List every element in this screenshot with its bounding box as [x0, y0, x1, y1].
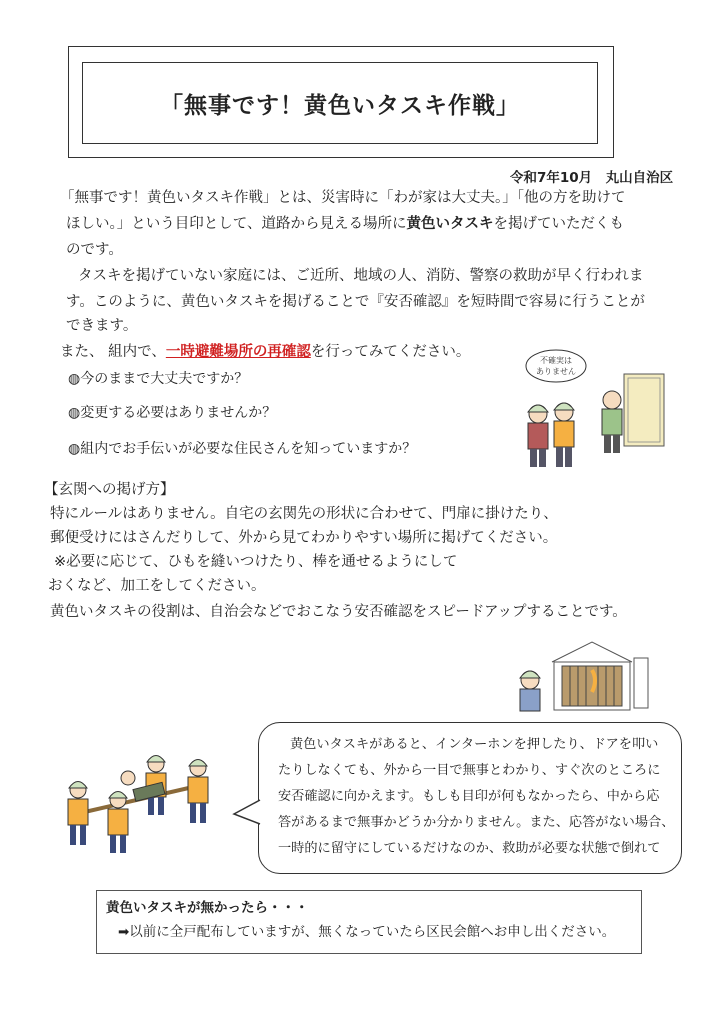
section-line-5: 黄色いタスキの役割は、自治会などでおこなう安否確認をスピードアップすることです。	[50, 604, 627, 620]
speech-line-5: 一時的に留守にしているだけなのか、救助が必要な状態で倒れて	[278, 841, 661, 856]
door-shape	[624, 374, 664, 446]
rescue-illustration	[56, 744, 232, 856]
question-1: ◍今のままで大丈夫ですか？	[68, 371, 249, 387]
intro-line-1: 「無事です！黄色いタスキ作戦」とは、災害時に「わが家は大丈夫。」「他の方を助けて	[60, 190, 626, 206]
intro-line-3: のです。	[66, 242, 123, 258]
intro-line-6: できます。	[66, 318, 138, 334]
illustration-bubble-text-1: 不確実は	[540, 356, 572, 365]
rescuer-1	[68, 782, 88, 846]
gate-illustration	[512, 636, 672, 714]
illustration-bubble-text-2: ありません	[536, 367, 576, 376]
section-line-4: おくなど、加工をしてください。	[48, 578, 266, 594]
rescuer-2	[108, 792, 128, 854]
illustration-speech-bubble	[526, 350, 586, 382]
date-organization: 令和7年10月 丸山自治区	[510, 170, 674, 186]
rescuer-4	[188, 760, 208, 824]
section-heading: 【玄関への掲げ方】	[44, 482, 175, 498]
intro-line-5: す。このように、黄色いタスキを掲げることで『安否確認』を短時間で容易に行うことが	[66, 294, 645, 310]
speech-line-3: 安否確認に向かえます。もしも目印が何もなかったら、中から応	[278, 789, 660, 804]
section-line-1: 特にルールはありません。自宅の玄関先の形状に合わせて、門扉に掛けたり、	[50, 506, 558, 522]
page-title: 「無事です！黄色いタスキ作戦」	[160, 92, 520, 119]
section-line-2: 郵便受けにはさんだりして、外から見てわかりやすい場所に掲げてください。	[50, 530, 558, 546]
highlight-yellow-tasuki: 黄色いタスキ	[406, 216, 494, 232]
question-3: ◍組内でお手伝いが必要な住民さんを知っていますか？	[68, 441, 417, 457]
speech-line-4: 答があるまで無事かどうか分かりません。また、応答がない場合、	[278, 815, 675, 830]
speech-line-2: たりしなくても、外から一目で無事とわかり、すぐ次のところに	[278, 763, 661, 778]
intro-line-2: ほしい。」という目印として、道路から見える場所に黄色いタスキを掲げていただくも	[66, 216, 624, 232]
notice-body: ➡以前に全戸配布していますが、無くなっていたら区民会館へお申し出ください。	[118, 924, 616, 940]
section-line-3: ※必要に応じて、ひもを縫いつけたり、棒を通せるようにして	[54, 554, 458, 570]
speech-bubble-tail	[232, 798, 262, 828]
visit-illustration	[516, 346, 676, 472]
speech-line-1: 黄色いタスキがあると、インターホンを押したり、ドアを叩い	[290, 737, 659, 752]
highlight-evacuation-recheck: 一時避難場所の再確認	[165, 344, 311, 360]
notice-heading: 黄色いタスキが無かったら・・・	[106, 900, 309, 916]
intro-line-4: タスキを掲げていない家庭には、ご近所、地域の人、消防、警察の救助が早く行われま	[78, 268, 644, 284]
question-2: ◍変更する必要はありませんか？	[68, 405, 277, 421]
intro-line-7: また、 組内で、一時避難場所の再確認を行ってみてください。	[60, 344, 471, 360]
